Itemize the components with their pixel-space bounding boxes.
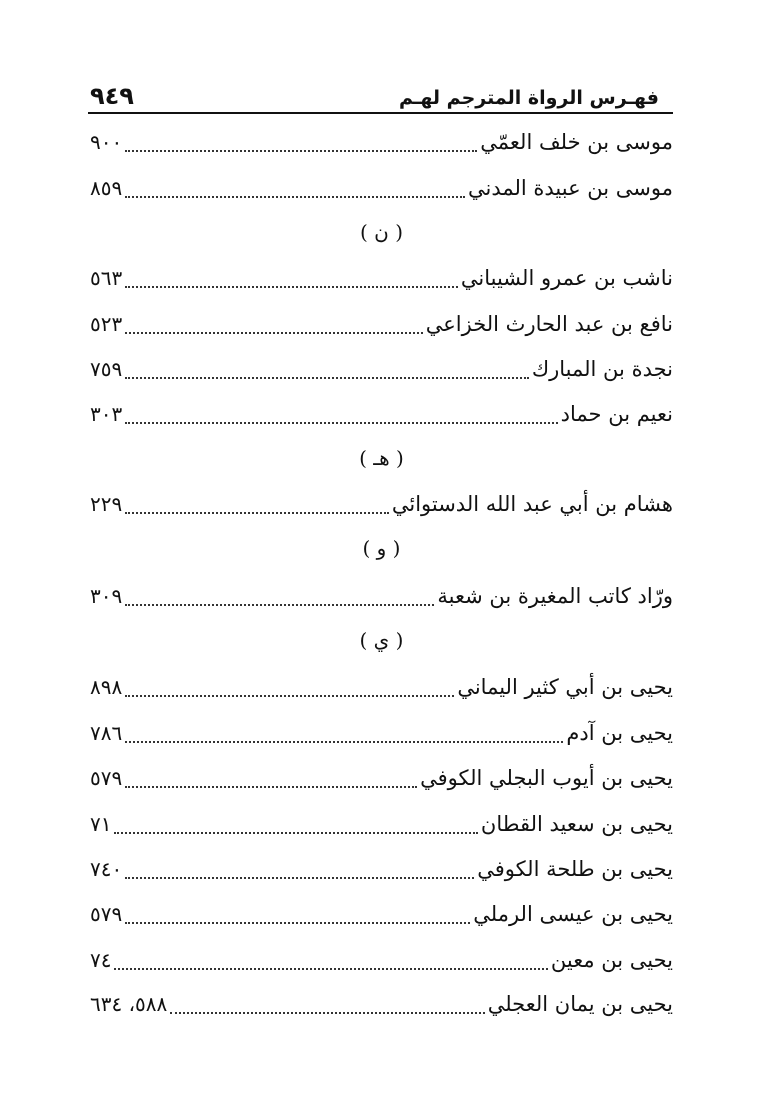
dot-leader	[125, 586, 434, 606]
page-reference: ٣٠٣	[90, 402, 123, 426]
page-number: ٩٤٩	[90, 82, 134, 110]
page-reference: ٥٧٩	[90, 902, 123, 926]
index-entry	[90, 667, 673, 707]
page-reference: ٥٢٣	[90, 312, 123, 336]
page-reference: ٩٠٠	[90, 130, 123, 154]
page-reference: ٥٧٩	[90, 766, 123, 790]
page-reference: ٢٢٩	[90, 492, 123, 516]
narrator-name: يحيى بن آدم	[566, 721, 673, 745]
index-entry	[90, 940, 673, 980]
narrator-name: يحيى بن يمان العجلي	[487, 992, 673, 1016]
index-entry	[90, 304, 673, 344]
narrator-name: يحيى بن سعيد القطان	[480, 812, 673, 836]
dot-leader	[125, 904, 470, 924]
narrator-name: نجدة بن المبارك	[531, 357, 673, 381]
page-reference: ٥٨٨، ٦٣٤	[90, 992, 168, 1016]
page-reference: ٧٥٩	[90, 357, 123, 381]
index-entry	[90, 122, 673, 162]
page-reference: ٣٠٩	[90, 584, 123, 608]
narrator-name: يحيى بن عيسى الرملي	[473, 902, 673, 926]
page-reference: ٨٩٨	[90, 675, 123, 699]
index-entry	[90, 758, 673, 798]
narrator-name: يحيى بن أبي كثير اليماني	[457, 675, 673, 699]
section-letter-heading: ( ن )	[359, 220, 403, 244]
dot-leader	[170, 994, 484, 1014]
page-reference: ٨٥٩	[90, 176, 123, 200]
dot-leader	[125, 314, 423, 334]
index-entry	[90, 713, 673, 753]
index-entry	[90, 576, 673, 616]
narrator-name: نافع بن عبد الحارث الخزاعي	[425, 312, 673, 336]
narrator-name: موسى بن عبيدة المدني	[467, 176, 673, 200]
index-entry	[90, 258, 673, 298]
dot-leader	[125, 359, 529, 379]
narrator-name: يحيى بن أيوب البجلي الكوفي	[420, 766, 673, 790]
page-title: فهـرس الرواة المترجم لهـم	[399, 87, 659, 109]
narrator-name: نعيم بن حماد	[560, 402, 673, 426]
page-reference: ٧٤٠	[90, 857, 123, 881]
dot-leader	[114, 814, 477, 834]
dot-leader	[125, 677, 454, 697]
dot-leader	[114, 950, 547, 970]
narrator-name: يحيى بن معين	[550, 948, 673, 972]
narrator-name: موسى بن خلف العمّي	[480, 130, 673, 154]
dot-leader	[125, 404, 557, 424]
dot-leader	[125, 723, 563, 743]
dot-leader	[125, 768, 417, 788]
index-entry	[90, 394, 673, 434]
index-entry	[90, 849, 673, 889]
section-letter-heading: ( هـ )	[359, 446, 404, 470]
page-reference: ٧١	[90, 812, 112, 836]
dot-leader	[125, 494, 389, 514]
index-entry	[90, 349, 673, 389]
dot-leader	[125, 859, 474, 879]
page-reference: ٧٨٦	[90, 721, 123, 745]
section-letter-heading: ( و )	[362, 536, 401, 560]
index-entry	[90, 984, 673, 1024]
narrator-name: يحيى بن طلحة الكوفي	[477, 857, 673, 881]
narrator-name: ورّاد كاتب المغيرة بن شعبة	[437, 584, 673, 608]
page-reference: ٧٤	[90, 948, 112, 972]
page-header	[88, 78, 673, 114]
index-entry	[90, 484, 673, 524]
dot-leader	[125, 132, 477, 152]
index-entry	[90, 804, 673, 844]
dot-leader	[125, 178, 465, 198]
page-reference: ٥٦٣	[90, 266, 123, 290]
section-letter-heading: ( ي )	[359, 628, 404, 652]
dot-leader	[125, 268, 458, 288]
index-entry	[90, 168, 673, 208]
index-entry	[90, 894, 673, 934]
narrator-name: ناشب بن عمرو الشيباني	[460, 266, 673, 290]
narrator-name: هشام بن أبي عبد الله الدستوائي	[391, 492, 673, 516]
